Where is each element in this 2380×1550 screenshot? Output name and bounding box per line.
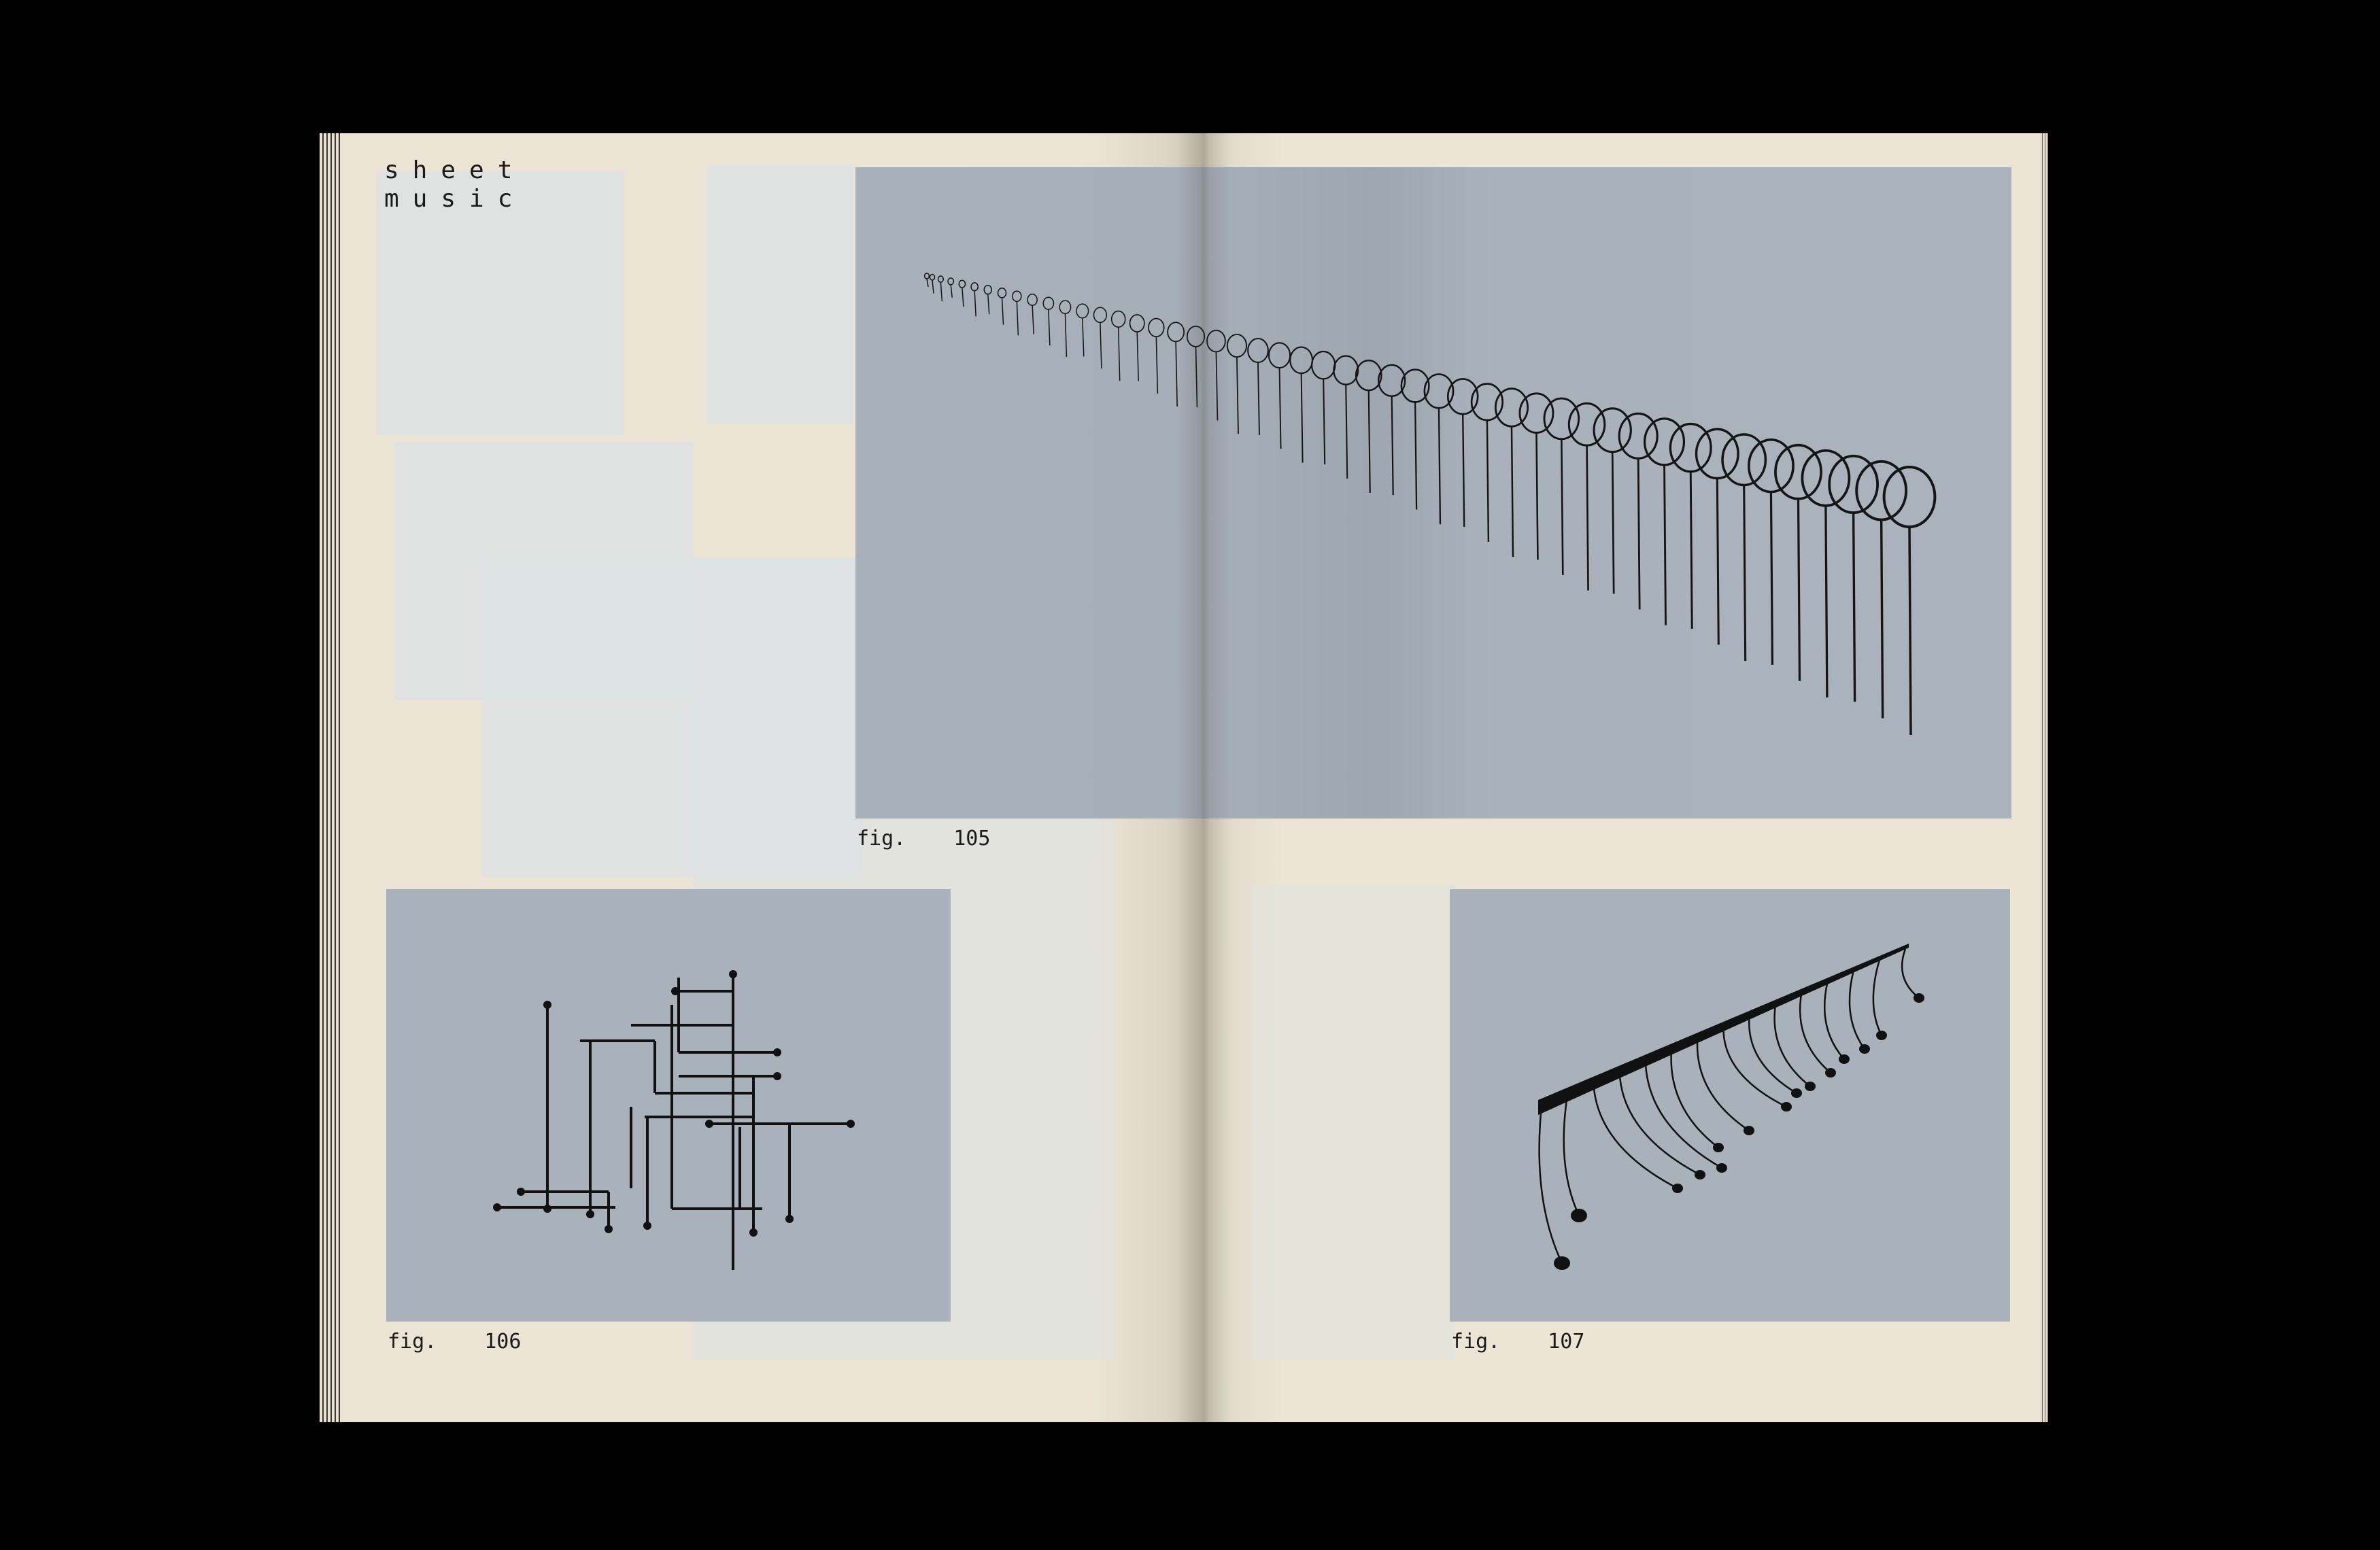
figure-106-image bbox=[386, 889, 951, 1322]
hanging-string bbox=[1800, 994, 1831, 1073]
figure-number: 105 bbox=[953, 827, 991, 850]
ellipse-note bbox=[1670, 424, 1711, 472]
hanging-string bbox=[1002, 298, 1004, 325]
hanging-string bbox=[1564, 1095, 1579, 1216]
book-page-edges-right bbox=[2040, 133, 2048, 1422]
figure-number: 106 bbox=[484, 1330, 522, 1354]
hanging-string bbox=[1156, 337, 1157, 394]
show-through-block bbox=[707, 166, 853, 424]
hanging-string bbox=[1771, 492, 1772, 665]
hanging-string bbox=[1665, 465, 1666, 625]
figure-label: fig. bbox=[1451, 1330, 1501, 1354]
hanging-notes-drawing bbox=[1450, 889, 2010, 1322]
hanging-string bbox=[1176, 341, 1177, 406]
ellipse-note bbox=[1187, 326, 1204, 347]
hanging-string bbox=[951, 285, 952, 298]
ellipse-note bbox=[1697, 429, 1738, 478]
note-dot bbox=[1781, 1102, 1792, 1112]
note-dot bbox=[1744, 1126, 1754, 1135]
hanging-ellipses-drawing bbox=[855, 167, 2011, 819]
note-dot bbox=[1825, 1068, 1836, 1078]
title-line-1: sheet bbox=[384, 156, 526, 184]
ellipse-note bbox=[1168, 322, 1184, 341]
ellipse-note bbox=[971, 283, 978, 291]
hanging-string bbox=[1196, 347, 1197, 407]
ellipse-note bbox=[959, 280, 965, 288]
hanging-string bbox=[1049, 309, 1050, 345]
hanging-string bbox=[962, 288, 964, 307]
hanging-string bbox=[1638, 458, 1639, 609]
hanging-string bbox=[1323, 379, 1325, 464]
hanging-string bbox=[1850, 971, 1865, 1049]
note-dot bbox=[1672, 1184, 1683, 1193]
ellipse-note bbox=[1619, 413, 1657, 458]
figure-105-image bbox=[855, 167, 2011, 819]
ellipse-note bbox=[1027, 294, 1037, 306]
ellipse-note bbox=[1569, 403, 1604, 445]
hanging-string bbox=[1902, 949, 1919, 998]
hanging-string bbox=[1620, 1072, 1700, 1175]
ellipse-note bbox=[998, 288, 1006, 298]
spread-title bbox=[384, 156, 526, 213]
hanging-string bbox=[1302, 373, 1303, 462]
ellipse-note bbox=[1013, 291, 1021, 301]
hanging-string bbox=[1100, 322, 1102, 368]
book-page-edges-left bbox=[320, 133, 343, 1422]
title-line-2: music bbox=[384, 185, 526, 213]
hanging-string bbox=[1798, 499, 1799, 681]
ellipse-note bbox=[1112, 311, 1125, 328]
note-dot bbox=[1805, 1082, 1816, 1091]
ellipse-note bbox=[925, 273, 930, 279]
hanging-string bbox=[1697, 1038, 1749, 1131]
ellipse-note bbox=[1645, 419, 1684, 465]
note-dot bbox=[1859, 1044, 1870, 1054]
hanging-string bbox=[1346, 385, 1347, 479]
hanging-string bbox=[940, 282, 942, 301]
hanging-string bbox=[1561, 439, 1563, 575]
ellipse-note bbox=[938, 276, 943, 282]
hanging-string bbox=[1258, 362, 1259, 435]
ellipse-note bbox=[1356, 360, 1381, 390]
hanging-string bbox=[1032, 305, 1034, 334]
hanging-string bbox=[1369, 390, 1370, 493]
hanging-string bbox=[1065, 313, 1066, 357]
hanging-string bbox=[1826, 506, 1827, 698]
ellipse-note bbox=[1227, 334, 1246, 357]
hanging-string bbox=[1646, 1061, 1722, 1168]
ellipse-note bbox=[1149, 319, 1164, 337]
figure-105-caption bbox=[857, 827, 990, 850]
hanging-string bbox=[1744, 485, 1746, 661]
figure-label: fig. bbox=[388, 1330, 437, 1354]
ellipse-note bbox=[1076, 304, 1089, 318]
ellipse-note bbox=[1495, 389, 1527, 427]
hanging-string bbox=[1690, 472, 1692, 629]
hanging-string bbox=[1909, 527, 1911, 735]
hanging-string bbox=[1671, 1050, 1718, 1148]
note-dot bbox=[1713, 1143, 1724, 1152]
hanging-string bbox=[1612, 452, 1614, 594]
hanging-string bbox=[974, 291, 976, 317]
hanging-string bbox=[1873, 960, 1882, 1035]
hanging-string bbox=[1392, 396, 1393, 495]
hanging-string bbox=[1540, 1105, 1562, 1263]
hanging-string bbox=[1280, 368, 1281, 449]
hanging-string bbox=[1119, 327, 1120, 381]
hanging-string bbox=[1824, 982, 1844, 1059]
ellipse-note bbox=[1378, 365, 1405, 396]
figure-107-image bbox=[1450, 889, 2010, 1322]
hanging-string bbox=[1593, 1083, 1678, 1188]
note-dot bbox=[1554, 1256, 1570, 1270]
hanging-string bbox=[1237, 357, 1238, 434]
ellipse-note bbox=[1544, 398, 1579, 439]
note-dot bbox=[1716, 1163, 1727, 1173]
ellipse-note bbox=[930, 275, 934, 280]
hanging-string bbox=[927, 279, 928, 287]
figure-107-caption bbox=[1451, 1330, 1584, 1354]
hanging-string bbox=[1749, 1016, 1797, 1093]
hanging-string bbox=[1487, 420, 1489, 542]
ellipse-note bbox=[1043, 297, 1053, 309]
note-dot bbox=[1571, 1209, 1587, 1222]
hanging-string bbox=[1775, 1005, 1810, 1086]
hanging-string bbox=[1137, 332, 1138, 381]
ellipse-note bbox=[1130, 315, 1144, 332]
show-through-block bbox=[1251, 884, 1455, 1360]
note-dot bbox=[1839, 1054, 1850, 1064]
hanging-string bbox=[1882, 520, 1883, 719]
hanging-string bbox=[1536, 432, 1537, 559]
note-dot bbox=[1791, 1088, 1802, 1098]
hanging-string bbox=[1512, 426, 1513, 557]
ellipse-note bbox=[1594, 409, 1631, 452]
hanging-string bbox=[1439, 408, 1440, 524]
hanging-string bbox=[1717, 479, 1718, 645]
ellipse-note bbox=[1884, 467, 1935, 527]
hanging-string bbox=[988, 294, 989, 315]
figure-number: 107 bbox=[1548, 1330, 1585, 1354]
figure-label: fig. bbox=[857, 827, 906, 850]
hanging-string bbox=[1415, 402, 1416, 509]
note-dot bbox=[1695, 1170, 1705, 1179]
hanging-string bbox=[1216, 351, 1217, 420]
ellipse-note bbox=[948, 278, 953, 285]
ellipse-note bbox=[1207, 330, 1225, 352]
ellipse-note bbox=[1269, 343, 1290, 368]
hanging-string bbox=[1083, 318, 1084, 357]
ellipse-note bbox=[1290, 347, 1312, 373]
note-dot bbox=[1914, 993, 1924, 1003]
hanging-string bbox=[1587, 445, 1588, 590]
note-dot bbox=[1876, 1031, 1887, 1040]
hanging-string bbox=[1463, 414, 1464, 527]
ellipse-note bbox=[1312, 351, 1335, 379]
figure-106-caption bbox=[388, 1330, 521, 1354]
ellipse-note bbox=[1722, 434, 1765, 485]
grid-lines-drawing bbox=[386, 889, 951, 1322]
hanging-string bbox=[1854, 513, 1855, 702]
ellipse-note bbox=[1333, 356, 1358, 385]
ellipse-note bbox=[984, 286, 991, 294]
hanging-string bbox=[932, 280, 934, 294]
ellipse-note bbox=[1520, 394, 1553, 433]
ellipse-note bbox=[1093, 307, 1106, 322]
ellipse-note bbox=[1248, 339, 1268, 362]
hanging-string bbox=[1017, 301, 1018, 335]
ellipse-note bbox=[1059, 300, 1070, 313]
